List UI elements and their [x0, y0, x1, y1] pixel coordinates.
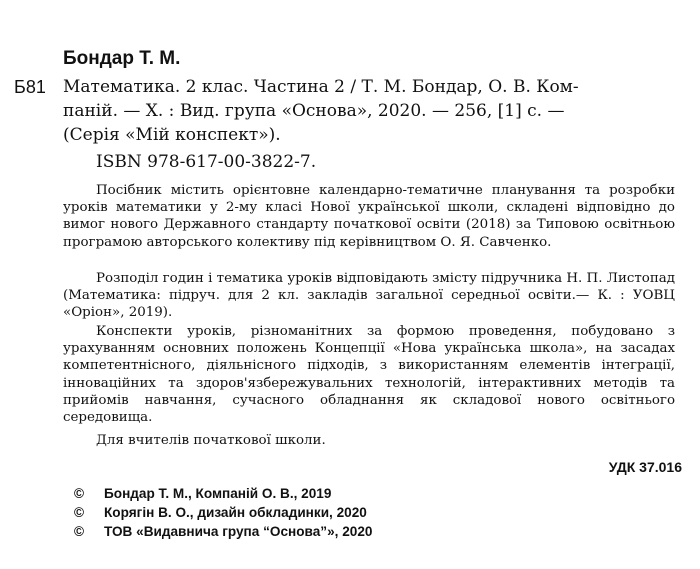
annotation-paragraph-1-text: Посібник містить орієнтовне календарно-тематичне планування та розробки уроків математики у 2-му класі Нової української школи, складені відповідно до вимог нового Державного стандарту початкової освіти (2018) за Типовою освітньою програмою авторського колективу під керівництвом О. Я. Савченко.: [63, 183, 675, 250]
copyright-line-1: [74, 486, 331, 501]
copyright-line-3: [74, 524, 372, 539]
copyright-text: Бондар Т. М., Компаній О. В., 2019: [104, 486, 332, 501]
udk-code: УДК 37.016: [608, 459, 682, 475]
bibliographic-line-3: (Серія «Мій конспект»).: [63, 125, 281, 145]
isbn: ISBN 978-617-00-3822-7.: [96, 152, 317, 172]
copyright-icon: ©: [74, 524, 85, 539]
annotation-paragraph-3-text: Конспекти уроків, різноманітних за формою проведення, побудовано з урахуванням основних положень Концепції «Нова українська школа», на засадах компетентнісного, діяльнісного підходів, з використанням елементів інтеграції, інноваційних та здоров'язбережувальних технологій, інтерактивних методів та прийомів навчання, сучасного обладнання як складової нового освітнього середовища.: [63, 324, 675, 426]
copyright-line-2: [74, 505, 367, 520]
annotation-paragraph-1: [63, 182, 675, 251]
copyright-text: Корягін В. О., дизайн обкладинки, 2020: [104, 505, 367, 520]
annotation-paragraph-3: [63, 323, 675, 426]
annotation-paragraph-2: [63, 270, 675, 322]
annotation-paragraph-2-text: Розподіл годин і тематика уроків відповідають змісту підручника Н. П. Листопад (Математика: підруч. для 2 кл. закладів загальної середньої освіти.— К. : УОВЦ «Оріон», 2019).: [63, 271, 675, 321]
copyright-icon: ©: [74, 486, 85, 501]
annotation-paragraph-4: Для вчителів початкової школи.: [96, 433, 326, 448]
copyright-icon: ©: [74, 505, 85, 520]
copyright-text: ТОВ «Видавнича група “Основа”», 2020: [104, 524, 373, 539]
bibliographic-line-1: Математика. 2 клас. Частина 2 / Т. М. Бондар, О. В. Ком-: [63, 77, 579, 97]
bibliographic-line-2: паній. — Х. : Вид. група «Основа», 2020. — 256, [1] с. —: [63, 101, 565, 121]
library-code: Б81: [14, 77, 46, 97]
author-heading: Бондар Т. М.: [63, 48, 181, 69]
